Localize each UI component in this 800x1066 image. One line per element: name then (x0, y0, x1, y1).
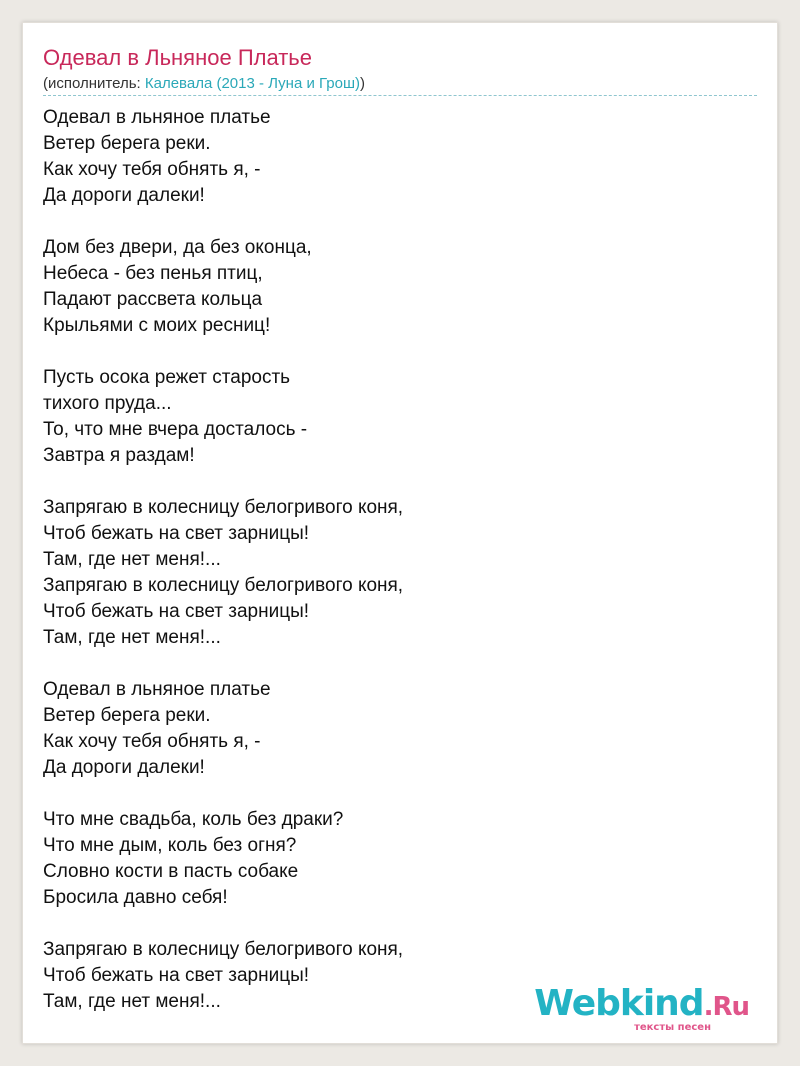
lyric-line: Ветер берега реки. (43, 133, 211, 154)
stanza-gap (43, 209, 743, 235)
performer-prefix: (исполнитель: (43, 75, 145, 92)
lyric-line: Падают рассвета кольца (43, 289, 263, 310)
logo-tagline: тексты песен (634, 1022, 711, 1033)
lyric-line: Ветер берега реки. (43, 705, 211, 726)
lyric-line: То, что мне вчера досталось - (43, 419, 308, 440)
lyric-line: Да дороги далеки! (43, 185, 205, 206)
stanza-gap (43, 651, 743, 677)
lyric-line: Завтра я раздам! (43, 445, 195, 466)
title-divider (43, 95, 757, 96)
site-logo[interactable] (534, 985, 749, 1033)
stanza-gap (43, 469, 743, 495)
lyric-line: Небеса - без пенья птиц, (43, 263, 263, 284)
lyric-line: Одевал в льняное платье (43, 107, 271, 128)
lyric-line: Там, где нет меня!... (43, 627, 221, 648)
lyric-line: Запрягаю в колесницу белогривого коня, (43, 497, 404, 518)
lyric-line: Бросила давно себя! (43, 887, 228, 908)
lyric-line: Что мне дым, коль без огня? (43, 835, 297, 856)
performer-line (43, 75, 365, 92)
logo-tld: .Ru (703, 992, 749, 1022)
lyric-line: Дом без двери, да без оконца, (43, 237, 312, 258)
logo-name: Webkind (534, 983, 704, 1024)
lyrics-page (22, 22, 778, 1044)
lyric-line: Одевал в льняное платье (43, 679, 271, 700)
logo-wordmark (534, 985, 749, 1026)
lyric-line: Там, где нет меня!... (43, 991, 221, 1012)
artist-link[interactable]: Калевала (2013 - Луна и Грош) (144, 75, 360, 92)
lyric-line: Что мне свадьба, коль без драки? (43, 809, 344, 830)
lyric-line: тихого пруда... (43, 393, 172, 414)
lyric-line: Словно кости в пасть собаке (43, 861, 299, 882)
song-title: Одевал в Льняное Платье (43, 45, 312, 70)
lyric-line: Как хочу тебя обнять я, - (43, 731, 261, 752)
lyric-line: Как хочу тебя обнять я, - (43, 159, 261, 180)
lyric-line: Запрягаю в колесницу белогривого коня, (43, 939, 404, 960)
lyric-line: Чтоб бежать на свет зарницы! (43, 523, 310, 544)
stanza-gap (43, 911, 743, 937)
lyric-line: Там, где нет меня!... (43, 549, 221, 570)
lyric-line: Чтоб бежать на свет зарницы! (43, 601, 310, 622)
lyric-line: Чтоб бежать на свет зарницы! (43, 965, 310, 986)
stanza-gap (43, 339, 743, 365)
lyric-line: Пусть осока режет старость (43, 367, 291, 388)
lyric-line: Да дороги далеки! (43, 757, 205, 778)
stanza-gap (43, 781, 743, 807)
lyrics-body (43, 105, 743, 1015)
performer-suffix: ) (360, 75, 365, 92)
lyric-line: Крыльями с моих ресниц! (43, 315, 271, 336)
lyric-line: Запрягаю в колесницу белогривого коня, (43, 575, 404, 596)
